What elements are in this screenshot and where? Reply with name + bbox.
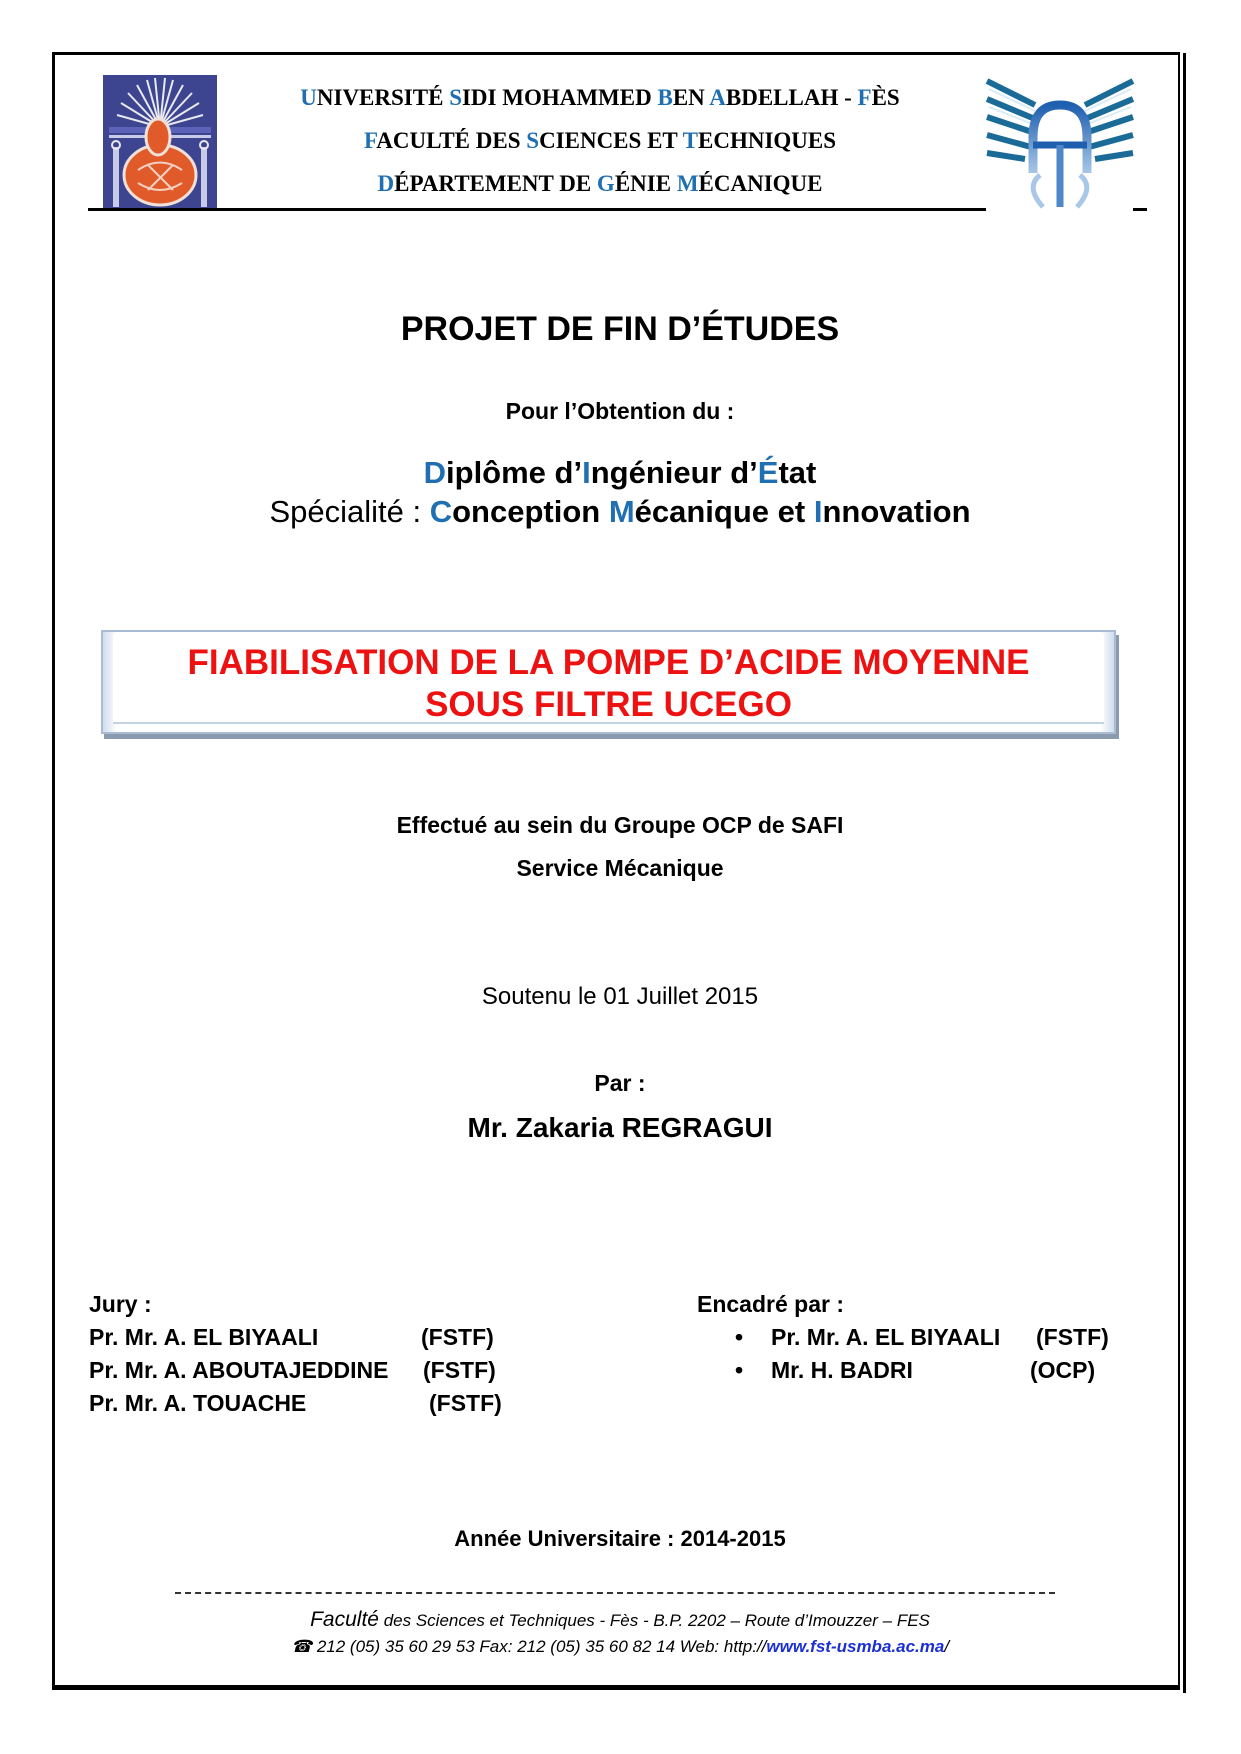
- accent-letter: S: [449, 85, 462, 110]
- bullet-icon: •: [735, 1324, 744, 1350]
- footer-contact: [60, 1637, 1180, 1657]
- accent-letter: T: [682, 128, 699, 153]
- department-name: [230, 162, 970, 205]
- footer-contact-text: 212 (05) 35 60 29 53 Fax: 212 (05) 35 60 82 14 Web: http://: [312, 1637, 767, 1656]
- text-segment: CIENCES ET: [539, 128, 683, 153]
- diploma-title: [60, 455, 1180, 491]
- supervisor-item: [697, 1321, 1109, 1354]
- defense-date: Soutenu le 01 Juillet 2015: [481, 983, 759, 1010]
- text-segment: nnovation: [822, 494, 971, 529]
- supervisors-label: Encadré par :: [697, 1291, 844, 1317]
- website-link[interactable]: www.fst-usmba.ac.ma: [766, 1637, 945, 1656]
- supervisors-section: [697, 1288, 1109, 1387]
- company-line: Effectué au sein du Groupe OCP de SAFI: [396, 812, 844, 838]
- text-segment: BDELLAH -: [725, 85, 858, 110]
- accent-letter: M: [676, 171, 699, 196]
- footer-faculty: Faculté: [310, 1608, 379, 1631]
- specialty-name: [430, 494, 971, 529]
- institution-header: [230, 76, 970, 205]
- page-border-outer: [1183, 53, 1186, 1693]
- accent-letter: U: [300, 85, 317, 110]
- project-title-line2: SOUS FILTRE UCEGO: [425, 685, 792, 724]
- project-title-line1: FIABILISATION DE LA POMPE D’ACIDE MOYENNE: [187, 643, 1030, 682]
- footer-address-text: des Sciences et Techniques - Fès - B.P. 2202 – Route d’Imouzzer – FES: [378, 1611, 930, 1630]
- accent-letter: F: [857, 85, 872, 110]
- faculty-logo: [985, 75, 1135, 210]
- jury-member-org: (FSTF): [429, 1390, 502, 1416]
- jury-member-name: Pr. Mr. A. ABOUTAJEDDINE: [89, 1357, 389, 1383]
- text-segment: ÉNIE: [614, 171, 677, 196]
- specialty-line: [60, 494, 1180, 530]
- accent-letter: F: [363, 128, 377, 153]
- text-segment: onception: [452, 494, 609, 529]
- university-logo: [103, 75, 217, 210]
- document-type-title: PROJET DE FIN D’ÉTUDES: [400, 310, 840, 348]
- text-segment: ECHNIQUES: [698, 128, 837, 153]
- obtention-label: Pour l’Obtention du :: [505, 398, 735, 424]
- text-segment: IDI MOHAMMED: [461, 85, 658, 110]
- text-segment: ÈS: [871, 85, 900, 110]
- jury-member-org: (FSTF): [423, 1357, 496, 1383]
- accent-letter: G: [596, 171, 615, 196]
- header-rule: [88, 208, 986, 211]
- text-segment: écanique et: [634, 494, 814, 529]
- supervisor-org: (OCP): [1030, 1357, 1096, 1383]
- supervisor-org: (FSTF): [1036, 1324, 1109, 1350]
- phone-icon: ☎: [290, 1637, 313, 1656]
- supervisor-name: Mr. H. BADRI: [771, 1357, 913, 1383]
- faculty-name: [230, 119, 970, 162]
- university-name: [230, 76, 970, 119]
- footer-address: [60, 1608, 1180, 1632]
- accent-letter: S: [526, 128, 540, 153]
- accent-letter: C: [429, 494, 453, 529]
- text-segment: iplôme d’: [446, 455, 583, 490]
- jury-section: [89, 1288, 502, 1420]
- text-segment: ÉCANIQUE: [698, 171, 823, 196]
- link-suffix: /: [944, 1637, 950, 1656]
- text-segment: tat: [778, 455, 817, 490]
- accent-letter: É: [757, 455, 779, 490]
- bullet-icon: •: [735, 1357, 744, 1383]
- jury-member-name: Pr. Mr. A. EL BIYAALI: [89, 1324, 319, 1350]
- text-segment: ACULTÉ DES: [376, 128, 527, 153]
- author-name: Mr. Zakaria REGRAGUI: [467, 1112, 773, 1143]
- header-rule-right: [1133, 208, 1147, 211]
- jury-member: [89, 1354, 496, 1387]
- service-line: Service Mécanique: [516, 855, 724, 881]
- jury-member-name: Pr. Mr. A. TOUACHE: [89, 1390, 307, 1416]
- text-segment: ÉPARTEMENT DE: [394, 171, 597, 196]
- accent-letter: D: [377, 171, 395, 196]
- accent-letter: I: [582, 455, 591, 490]
- accent-letter: D: [423, 455, 447, 490]
- author-label: Par :: [594, 1070, 646, 1096]
- supervisor-item: [697, 1354, 1096, 1387]
- jury-label: Jury :: [89, 1291, 152, 1317]
- project-title: [103, 642, 1114, 726]
- accent-letter: M: [608, 494, 635, 529]
- accent-letter: I: [813, 494, 823, 529]
- jury-member-org: (FSTF): [421, 1324, 494, 1350]
- text-segment: NIVERSITÉ: [316, 85, 450, 110]
- jury-member: [89, 1321, 494, 1354]
- supervisor-name: Pr. Mr. A. EL BIYAALI: [771, 1324, 1001, 1350]
- footer-divider: [175, 1592, 1055, 1594]
- academic-year: Année Universitaire : 2014-2015: [454, 1526, 786, 1551]
- specialty-label: Spécialité :: [269, 494, 430, 529]
- text-segment: EN: [672, 85, 710, 110]
- text-segment: ngénieur d’: [590, 455, 758, 490]
- accent-letter: A: [709, 85, 726, 110]
- jury-member: [89, 1387, 502, 1420]
- project-title-box: [101, 630, 1116, 734]
- accent-letter: B: [657, 85, 673, 110]
